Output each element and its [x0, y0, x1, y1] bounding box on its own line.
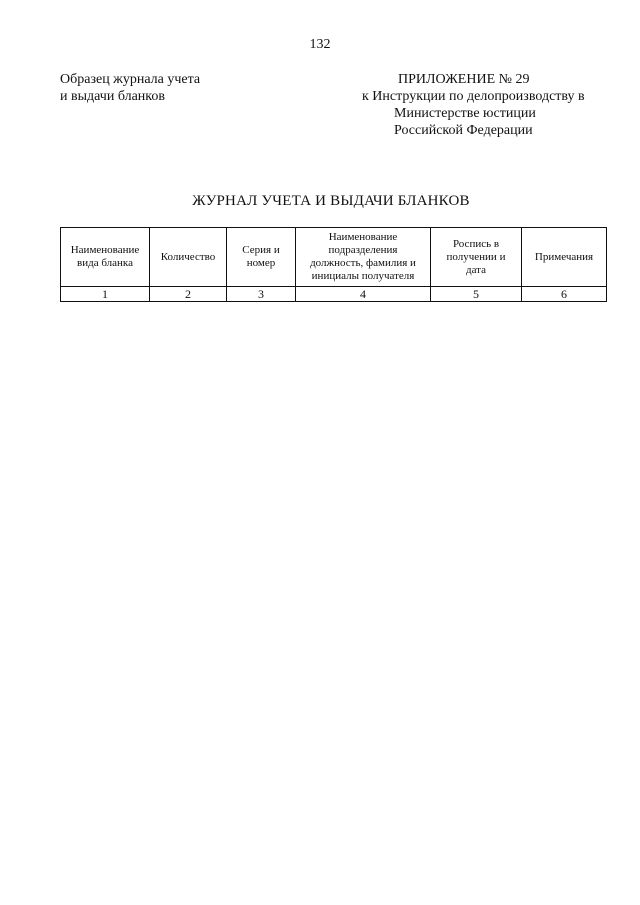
header-recipient: Наименование подразделения должность, фамилия и инициалы получателя: [296, 228, 431, 287]
appendix-line-2: Министерстве юстиции: [394, 106, 536, 121]
column-number: 4: [296, 287, 431, 302]
column-number: 6: [522, 287, 607, 302]
header-signature-date: Роспись в получении и дата: [431, 228, 522, 287]
appendix-block: [362, 71, 585, 139]
appendix-title: ПРИЛОЖЕНИЕ № 29: [398, 72, 530, 87]
page-number: 132: [309, 37, 331, 52]
header-quantity: Количество: [150, 228, 227, 287]
header-notes: Примечания: [522, 228, 607, 287]
appendix-line-1: к Инструкции по делопроизводству в: [362, 89, 585, 104]
column-number: 1: [61, 287, 150, 302]
column-number: 5: [431, 287, 522, 302]
left-note-line-1: Образец журнала учета: [60, 72, 201, 87]
left-note: [60, 71, 200, 105]
journal-title: ЖУРНАЛ УЧЕТА И ВЫДАЧИ БЛАНКОВ: [192, 193, 470, 209]
journal-table: [60, 227, 607, 302]
header-form-type: Наименование вида бланка: [61, 228, 150, 287]
appendix-line-3: Российской Федерации: [394, 123, 533, 138]
header-series-number: Серия и номер: [227, 228, 296, 287]
table-row: [61, 287, 607, 302]
table-header-row: [61, 228, 607, 287]
column-number: 3: [227, 287, 296, 302]
column-number: 2: [150, 287, 227, 302]
left-note-line-2: и выдачи бланков: [60, 89, 165, 104]
